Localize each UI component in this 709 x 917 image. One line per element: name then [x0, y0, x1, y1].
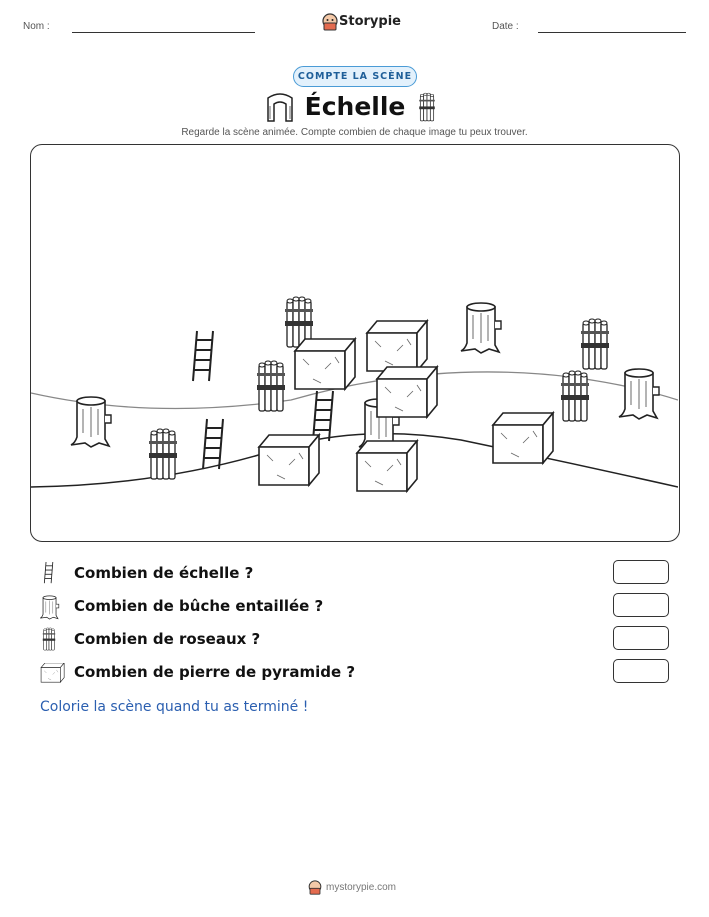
scene-illustration	[31, 145, 678, 540]
log-icon	[40, 594, 60, 620]
ladder	[193, 331, 213, 381]
pyramid-stone	[367, 321, 427, 371]
answer-box-reeds[interactable]	[613, 626, 669, 650]
reeds-title-icon	[418, 92, 436, 122]
reeds	[581, 319, 609, 369]
color-instruction: Colorie la scène quand tu as terminé !	[40, 699, 309, 715]
answer-box-log[interactable]	[613, 593, 669, 617]
question-ladder: Combien de échelle ?	[74, 564, 254, 582]
pyramid-stone	[377, 367, 437, 417]
reeds	[257, 361, 285, 411]
pyramid-stone	[259, 435, 319, 485]
date-label: Date :	[492, 21, 519, 32]
notched-log	[71, 397, 111, 447]
question-log: Combien de bûche entaillée ?	[74, 597, 324, 615]
answer-box-stone[interactable]	[613, 659, 669, 683]
answer-box-ladder[interactable]	[613, 560, 669, 584]
ladder	[313, 391, 333, 441]
reeds	[149, 429, 177, 479]
brand-logo	[322, 13, 402, 33]
reeds-icon	[42, 627, 56, 651]
date-line[interactable]	[538, 32, 686, 33]
question-reeds: Combien de roseaux ?	[74, 630, 261, 648]
brand-name: Storypie	[339, 14, 401, 29]
foreground-ground-line	[31, 434, 678, 487]
pyramid-stone	[357, 441, 417, 491]
name-label: Nom :	[23, 21, 50, 32]
stone-block-icon	[40, 663, 66, 683]
instructions: Regarde la scène animée. Compte combien de chaque image tu peux trouver.	[181, 127, 528, 138]
footer-logo-icon	[308, 880, 322, 895]
ladder	[203, 419, 223, 469]
ladder-icon	[41, 562, 57, 584]
pyramid-stone	[295, 339, 355, 389]
activity-badge: COMPTE LA SCÈNE	[293, 66, 417, 87]
pyramid-stone	[493, 413, 553, 463]
name-line[interactable]	[72, 32, 255, 33]
footer-url[interactable]: mystorypie.com	[326, 882, 397, 893]
question-stone: Combien de pierre de pyramide ?	[74, 663, 356, 681]
arch-icon	[266, 92, 294, 122]
storypie-logo-icon	[322, 13, 338, 31]
notched-log	[619, 369, 659, 419]
reeds	[561, 371, 589, 421]
notched-log	[461, 303, 501, 353]
page-title: Échelle	[304, 92, 406, 121]
